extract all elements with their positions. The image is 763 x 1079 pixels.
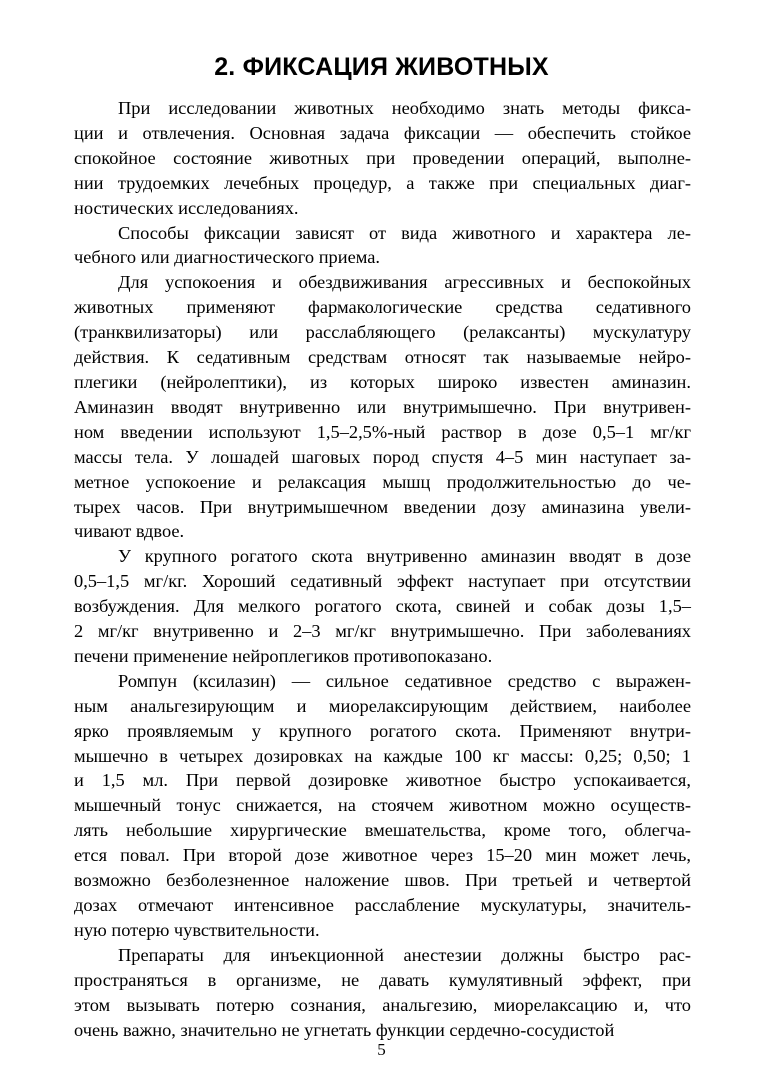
text-line: дозах отмечают интенсивное расслабление мускулатуры, значитель- [74, 895, 691, 915]
text-line: мышечный тонус снижается, на стоячем животном можно осуществ- [74, 795, 691, 816]
text-line: тырех часов. При внутримышечном введении дозу аминазина увели- [74, 496, 691, 517]
text-line: ным анальгезирующим и миорелаксирующим действием, наиболее [74, 695, 691, 716]
text-line: плегики (нейролептики), из которых широко известен аминазин. [74, 371, 691, 392]
text-line: массы тела. У лошадей шаговых пород спустя 4–5 мин наступает за- [74, 446, 691, 467]
text-line: Аминазин вводят внутривенно или внутримышечно. При внутривен- [74, 396, 691, 417]
paragraph [74, 96, 691, 221]
text-line: этом вызывать потерю сознания, анальгезию, миорелаксацию и, что [74, 994, 691, 1015]
text-line: животных применяют фармакологические средства седативного [74, 297, 691, 318]
text-line: действия. К седативным средствам относят так называемые нейро- [74, 347, 691, 368]
paragraph [74, 221, 691, 271]
text-line: При исследовании животных необходимо знать методы фикса- [118, 98, 691, 118]
text-line: Для успокоения и обездвиживания агрессивных и беспокойных [118, 272, 691, 293]
text-line: возбуждения. Для мелкого рогатого скота, свиней и собак дозы 1,5– [74, 596, 691, 617]
text-line: спокойное состояние животных при проведении операций, выполне- [74, 147, 691, 168]
paragraph [74, 270, 691, 544]
text-line: Ромпун (ксилазин) — сильное седативное средство с выражен- [118, 670, 691, 691]
paragraph [74, 544, 691, 669]
text-line: 2 мг/кг внутривенно и 2–3 мг/кг внутримышечно. При заболеваниях [74, 621, 691, 642]
text-line: ется повал. При второй дозе животное через 15–20 мин может лечь, [74, 845, 691, 866]
text-line: ном введении используют 1,5–2,5%-ный раствор в дозе 0,5–1 мг/кг [74, 421, 691, 442]
text-line: Способы фиксации зависят от вида животного и характера ле- [118, 222, 691, 243]
text-line: нии трудоемких лечебных процедур, а также при специальных диаг- [74, 172, 691, 193]
text-line: метное успокоение и релаксация мышц продолжительностью до че- [74, 471, 691, 492]
text-line: очень важно, значительно не угнетать функции сердечно-сосудистой [74, 1019, 615, 1040]
text-line: ярко проявляемым у крупного рогатого скота. Применяют внутри- [74, 720, 691, 741]
text-line: возможно безболезненное наложение швов. При третьей и четвертой [74, 870, 691, 891]
text-line: чивают вдвое. [74, 521, 185, 542]
text-line: 0,5–1,5 мг/кг. Хороший седативный эффект наступает при отсутствии [74, 571, 691, 592]
text-line: ную потерю чувствительности. [74, 919, 320, 940]
paragraph [74, 943, 691, 1043]
text-line: печени применение нейроплегиков противопоказано. [74, 645, 493, 666]
text-line: ностических исследованиях. [74, 197, 299, 218]
text-line: У крупного рогатого скота внутривенно аминазин вводят в дозе [118, 546, 691, 567]
text-line: ции и отвлечения. Основная задача фиксации — обеспечить стойкое [74, 122, 691, 143]
text-line: и 1,5 мл. При первой дозировке животное быстро успокаивается, [74, 770, 691, 791]
text-line: чебного или диагностического приема. [74, 247, 381, 268]
paragraph [74, 669, 691, 943]
text-line: (транквилизаторы) или расслабляющего (релаксанты) мускулатуру [74, 322, 691, 343]
text-line: Препараты для инъекционной анестезии должны быстро рас- [118, 944, 691, 965]
text-line: пространяться в организме, не давать кумулятивный эффект, при [74, 969, 691, 990]
page-title: 2. ФИКСАЦИЯ ЖИВОТНЫХ [214, 53, 549, 81]
text-line: лять небольшие хирургические вмешательства, кроме того, облегча- [74, 820, 691, 841]
text-line: мышечно в четырех дозировках на каждые 100 кг массы: 0,25; 0,50; 1 [74, 745, 691, 766]
body-text [74, 96, 691, 1042]
page-number: 5 [377, 1040, 386, 1059]
